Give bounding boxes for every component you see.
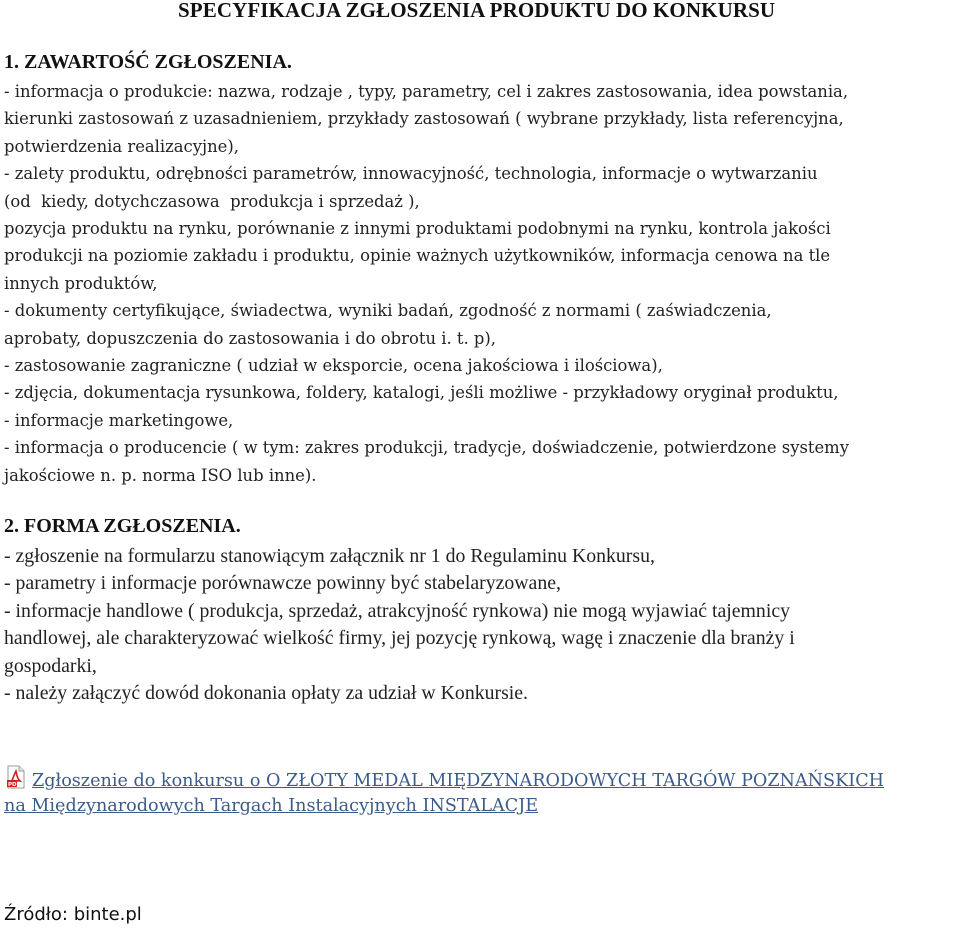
section-1-line: potwierdzenia realizacyjne),	[4, 136, 239, 156]
section-2-body	[4, 543, 954, 707]
section-1-line: - zdjęcia, dokumentacja rysunkowa, foldery, katalogi, jeśli możliwe - przykładowy oryginał produktu,	[4, 383, 839, 403]
attachment-link-line2[interactable]: na Międzynarodowych Targach Instalacyjnych INSTALACJE	[4, 796, 539, 816]
section-1-line: - informacja o producencie ( w tym: zakres produkcji, tradycje, doświadczenie, potwierdzone systemy	[4, 438, 849, 458]
pdf-icon[interactable]	[4, 765, 28, 789]
svg-text:PDF: PDF	[8, 782, 21, 788]
section-1-line: aprobaty, dopuszczenia do zastosowania i do obrotu i. t. p),	[4, 328, 496, 348]
attachment-link-line1[interactable]: Zgłoszenie do konkursu o O ZŁOTY MEDAL MIĘDZYNARODOWYCH TARGÓW POZNAŃSKICH	[32, 771, 884, 791]
section-1-line: pozycja produktu na rynku, porównanie z innymi produktami podobnymi na rynku, kontrola jakości	[4, 219, 831, 239]
section-1-line: kierunki zastosowań z uzasadnieniem, przykłady zastosowań ( wybrane przykłady, lista referencyjna,	[4, 109, 844, 129]
section-2-line: - parametry i informacje porównawcze powinny być stabelaryzowane,	[4, 572, 561, 595]
section-1-line: jakościowe n. p. norma ISO lub inne).	[4, 465, 317, 485]
section-1-heading: 1. ZAWARTOŚĆ ZGŁOSZENIA.	[4, 51, 292, 73]
section-1-line: (od kiedy, dotychczasowa produkcja i sprzedaż ),	[4, 191, 420, 211]
section-2-line: handlowej, ale charakteryzować wielkość firmy, jej pozycję rynkową, wagę i znaczenie dla branży i	[4, 627, 795, 650]
section-2-line: - zgłoszenie na formularzu stanowiącym załącznik nr 1 do Regulaminu Konkursu,	[4, 545, 655, 567]
section-2-line: - informacje handlowe ( produkcja, sprzedaż, atrakcyjność rynkowa) nie mogą wyjawiać tajemnicy	[4, 599, 790, 622]
section-2-line: - należy załączyć dowód dokonania opłaty za udział w Konkursie.	[4, 682, 529, 705]
document-title: SPECYFIKACJA ZGŁOSZENIA PRODUKTU DO KONKURSU	[178, 0, 776, 22]
section-1-line: produkcji na poziomie zakładu i produktu, opinie ważnych użytkowników, informacja cenowa na tle	[4, 246, 831, 266]
section-1-line: - informacja o produkcie: nazwa, rodzaje , typy, parametry, cel i zakres zastosowania, idea powstania,	[4, 82, 849, 101]
section-2-heading: 2. FORMA ZGŁOSZENIA.	[4, 515, 241, 537]
section-1-line: - informacje marketingowe,	[4, 410, 234, 430]
section-1-body	[4, 78, 954, 489]
section-1-line: - zastosowanie zagraniczne ( udział w eksporcie, ocena jakościowa i ilościowa),	[4, 356, 663, 376]
section-2-line: gospodarki,	[4, 654, 97, 677]
section-1-line: - dokumenty certyfikujące, świadectwa, wyniki badań, zgodność z normami ( zaświadczenia,	[4, 301, 772, 321]
section-1-line: - zalety produktu, odrębności parametrów, innowacyjność, technologia, informacje o wytwarzaniu	[4, 164, 818, 184]
source-credit: Źródło: binte.pl	[4, 904, 142, 925]
attachment-link-block	[4, 765, 954, 819]
section-1-line: innych produktów,	[4, 273, 158, 293]
